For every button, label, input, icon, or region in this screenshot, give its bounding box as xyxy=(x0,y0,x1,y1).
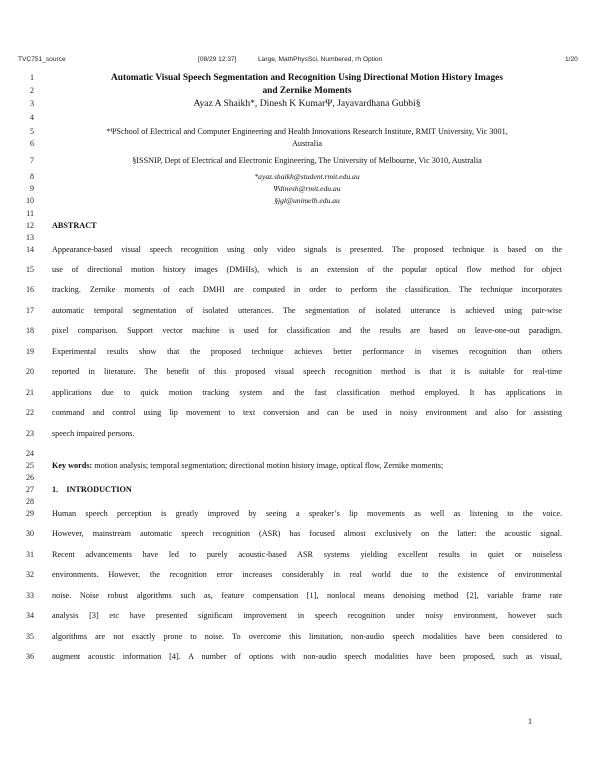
abstract-text: Appearance-based visual speech recognition using only video signals is presented. The proposed technique is based on the xyxy=(52,245,562,254)
line-number: 8 xyxy=(30,172,34,181)
line xyxy=(0,497,600,507)
line xyxy=(0,388,600,398)
line-number: 20 xyxy=(26,367,34,376)
line-number: 6 xyxy=(30,139,34,148)
page-number: 1 xyxy=(528,717,532,726)
body-text: Recent advancements have led to purely acoustic-based ASR systems yielding excellent results in quiet or noiseless xyxy=(52,550,562,559)
line xyxy=(0,184,600,194)
line xyxy=(0,591,600,601)
paper-title-continued: and Zernike Moments xyxy=(262,86,352,96)
abstract-text: automatic temporal segmentation of isolated utterances. The segmentation of isolated utterance is achieved using pair-wise xyxy=(52,306,562,315)
line xyxy=(0,347,600,357)
line-number: 13 xyxy=(26,233,34,242)
author-list: Ayaz A Shaikh*, Dinesh K KumarΨ, Jayavardhana Gubbi§ xyxy=(193,98,421,109)
body-text: noise. Noise robust algorithms such as, feature compensation [1], nonlocal means denoising method [2], variable frame rate xyxy=(52,591,562,600)
line-number: 23 xyxy=(26,429,34,438)
line xyxy=(0,632,600,642)
line xyxy=(0,285,600,295)
line-number: 17 xyxy=(26,306,34,315)
abstract-text: speech impaired persons. xyxy=(52,429,135,438)
line xyxy=(0,550,600,560)
line-number: 11 xyxy=(26,209,34,218)
line xyxy=(0,529,600,539)
line xyxy=(0,449,600,459)
body-text: Human speech perception is greatly improved by seeing a speaker’s lip movements as well as listening to the voice. xyxy=(52,509,562,518)
email-kumar: Ψdinesh@rmit.edu.au xyxy=(273,184,341,193)
body-text: However, mainstream automatic speech recognition (ASR) has focused almost exclusively on the latter: the acoustic signal. xyxy=(52,529,562,538)
line xyxy=(0,611,600,621)
line xyxy=(0,429,600,439)
line-number: 3 xyxy=(30,99,34,108)
line xyxy=(0,367,600,377)
line xyxy=(0,209,600,219)
running-header-page-count: 1/20 xyxy=(565,56,578,63)
line xyxy=(0,172,600,182)
abstract-text: command and control using lip movement to text conversion and can be used in noisy environment and also for assisting xyxy=(52,408,562,417)
affiliation-melbourne: §ISSNIP, Dept of Electrical and Electronic Engineering, The University of Melbourne, Vic 3010, Australia xyxy=(132,156,482,165)
line-number: 9 xyxy=(30,184,34,193)
running-header-source: TVC751_source xyxy=(18,56,66,63)
line-number: 2 xyxy=(30,86,34,95)
affiliation-rmit-country: Australia xyxy=(291,139,322,148)
abstract-heading: ABSTRACT xyxy=(52,221,97,230)
paper-title: Automatic Visual Speech Segmentation and Recognition Using Directional Motion History Images xyxy=(110,73,503,83)
line-number: 31 xyxy=(26,550,34,559)
line-number: 7 xyxy=(30,156,34,165)
line xyxy=(0,99,600,109)
line-number: 30 xyxy=(26,529,34,538)
line-number: 1 xyxy=(30,73,34,82)
line-number: 25 xyxy=(26,461,34,470)
line xyxy=(0,156,600,166)
line xyxy=(0,245,600,255)
line xyxy=(0,265,600,275)
line xyxy=(0,461,600,471)
line-number: 27 xyxy=(26,485,34,494)
line xyxy=(0,127,600,137)
line xyxy=(0,485,600,495)
body-text: algorithms are not exactly prone to noise. To overcome this limitation, non-audio speech modalities have been considered to xyxy=(52,632,562,641)
line-number: 12 xyxy=(26,221,34,230)
line-number: 32 xyxy=(26,570,34,579)
section-heading-introduction: 1. INTRODUCTION xyxy=(52,485,132,494)
line-number: 22 xyxy=(26,408,34,417)
line xyxy=(0,473,600,483)
line-number: 16 xyxy=(26,285,34,294)
keywords-line xyxy=(52,461,562,471)
line-number: 36 xyxy=(26,652,34,661)
line-number: 15 xyxy=(26,265,34,274)
line-number: 24 xyxy=(26,449,34,458)
line-number: 28 xyxy=(26,497,34,506)
line-number: 29 xyxy=(26,509,34,518)
line xyxy=(0,233,600,243)
email-gubbi: §jgl@unimelb.edu.au xyxy=(274,196,340,205)
line-number: 21 xyxy=(26,388,34,397)
line-number: 19 xyxy=(26,347,34,356)
body-text: augment acoustic information [4]. A number of options with non-audio speech modalities have been proposed, such as visual, xyxy=(52,652,562,661)
line-number: 33 xyxy=(26,591,34,600)
body-text: environments. However, the recognition error increases considerably in real world due to the existence of environmental xyxy=(52,570,562,579)
line xyxy=(0,570,600,580)
body-text: analysis [3] etc have presented significant improvement in speech recognition under noisy environment, however such xyxy=(52,611,562,620)
email-shaikh: *ayaz.shaikh@student.rmit.edu.au xyxy=(254,172,360,181)
keywords-label: Key words: xyxy=(52,461,93,470)
abstract-text: pixel comparison. Support vector machine is used for classification and the results are based on leave-one-out paradigm. xyxy=(52,326,562,335)
line-number: 35 xyxy=(26,632,34,641)
keywords-text: motion analysis; temporal segmentation; directional motion history image, optical flow, Zernike moments; xyxy=(92,461,444,470)
line xyxy=(0,306,600,316)
line xyxy=(0,509,600,519)
line xyxy=(0,652,600,662)
affiliation-rmit: *ΨSchool of Electrical and Computer Engineering and Health Innovations Research Institute, RMIT University, Vic 3001, xyxy=(106,127,508,136)
abstract-text: use of directional motion history images (DMHIs), which is an extension of the popular optical flow method for object xyxy=(52,265,562,274)
line-number: 4 xyxy=(30,113,34,122)
running-header-format: Large, MathPhysSci, Numbered, rh Option xyxy=(258,56,383,63)
abstract-text: reported in literature. The benefit of this proposed visual speech recognition method is that it is suitable for real-time xyxy=(52,367,562,376)
line xyxy=(0,86,600,96)
line-number: 14 xyxy=(26,245,34,254)
running-header-timestamp: [08/29 12:37] xyxy=(198,56,237,63)
line xyxy=(0,113,600,123)
line-number: 34 xyxy=(26,611,34,620)
line xyxy=(0,408,600,418)
line-number: 26 xyxy=(26,473,34,482)
line-number: 18 xyxy=(26,326,34,335)
line xyxy=(0,196,600,206)
line xyxy=(0,326,600,336)
line xyxy=(0,73,600,83)
line xyxy=(0,139,600,149)
line-number: 10 xyxy=(26,196,34,205)
line-number: 5 xyxy=(30,127,34,136)
abstract-text: Experimental results show that the proposed technique achieves better performance in visemes recognition than others xyxy=(52,347,562,356)
abstract-text: tracking. Zernike moments of each DMHI are computed in order to perform the classification. The technique incorporates xyxy=(52,285,562,294)
line xyxy=(0,221,600,231)
abstract-text: applications due to quick motion tracking system and the fast classification method employed. It has applications in xyxy=(52,388,562,397)
